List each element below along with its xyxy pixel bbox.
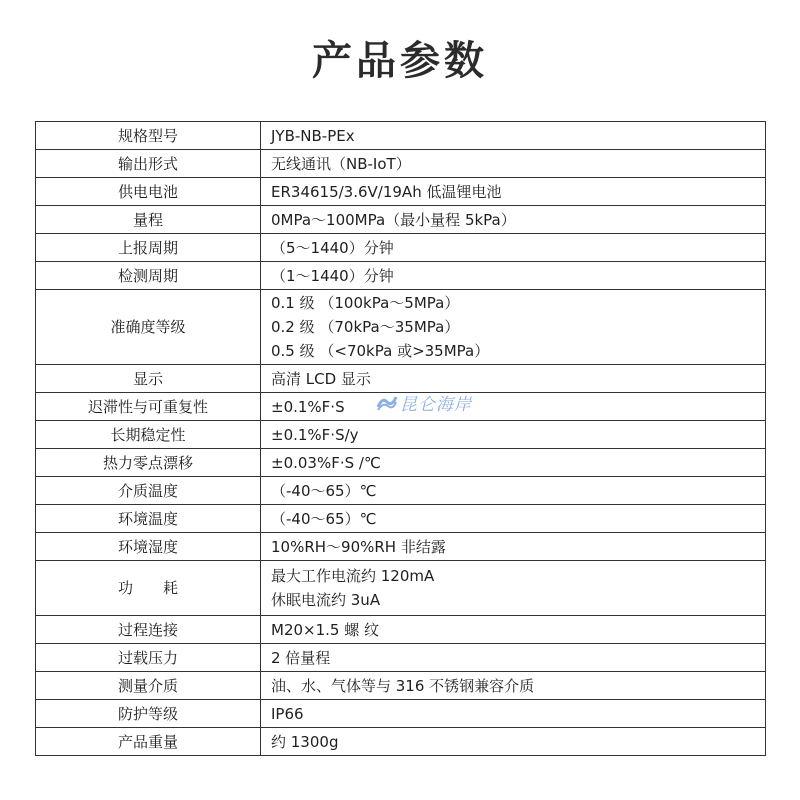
- spec-value-line: ±0.1%F·S: [271, 397, 345, 416]
- spec-label: 上报周期: [36, 234, 261, 262]
- spec-value: [261, 122, 766, 150]
- spec-value-line: 高清 LCD 显示: [271, 369, 371, 388]
- spec-label: 功 耗: [36, 561, 261, 616]
- spec-value-line: （-40～65）℃: [271, 481, 377, 500]
- table-row: [36, 728, 766, 756]
- table-row: [36, 421, 766, 449]
- table-row: [36, 672, 766, 700]
- spec-label: 规格型号: [36, 122, 261, 150]
- spec-value: [261, 150, 766, 178]
- spec-table-body: [36, 122, 766, 756]
- table-row: [36, 700, 766, 728]
- spec-value-line: IP66: [271, 704, 304, 723]
- spec-label: 环境温度: [36, 505, 261, 533]
- spec-label: 迟滞性与可重复性: [36, 393, 261, 421]
- spec-value-line: （1～1440）分钟: [271, 266, 394, 285]
- spec-table: [35, 121, 766, 756]
- table-row: [36, 150, 766, 178]
- spec-value-line: 休眠电流约 3uA: [271, 591, 381, 609]
- spec-value-line: 10%RH～90%RH 非结露: [271, 537, 446, 556]
- spec-value-line: 0.1 级 （100kPa～5MPa）: [271, 294, 460, 312]
- spec-value-line: ±0.03%F·S /℃: [271, 453, 381, 472]
- spec-value: [261, 262, 766, 290]
- spec-value: [261, 644, 766, 672]
- wave-logo-icon: [376, 393, 398, 411]
- spec-label: 准确度等级: [36, 290, 261, 365]
- spec-label: 介质温度: [36, 477, 261, 505]
- spec-label: 检测周期: [36, 262, 261, 290]
- spec-value: [261, 206, 766, 234]
- spec-label: 测量介质: [36, 672, 261, 700]
- spec-value: [261, 672, 766, 700]
- spec-value-line: ±0.1%F·S/y: [271, 425, 359, 444]
- spec-value: [261, 505, 766, 533]
- table-row: [36, 206, 766, 234]
- spec-label: 热力零点漂移: [36, 449, 261, 477]
- table-row: [36, 616, 766, 644]
- spec-label: 显示: [36, 365, 261, 393]
- spec-value-line: （5～1440）分钟: [271, 238, 394, 257]
- spec-value-line: （-40～65）℃: [271, 509, 377, 528]
- spec-value-line: JYB-NB-PEx: [271, 126, 355, 145]
- spec-label: 供电电池: [36, 178, 261, 206]
- page-title: 产品参数: [312, 38, 488, 84]
- spec-value: [261, 178, 766, 206]
- spec-value: [261, 561, 766, 616]
- spec-value-line: 0MPa～100MPa（最小量程 5kPa）: [271, 210, 516, 229]
- spec-label: 过程连接: [36, 616, 261, 644]
- watermark-text: 昆仑海岸: [400, 394, 472, 415]
- table-row: [36, 234, 766, 262]
- spec-value-line: 0.5 级 （<70kPa 或>35MPa）: [271, 342, 490, 360]
- table-row: [36, 449, 766, 477]
- spec-value-line: 2 倍量程: [271, 648, 331, 667]
- table-row: [36, 122, 766, 150]
- spec-value: [261, 290, 766, 365]
- table-row: [36, 533, 766, 561]
- table-row: [36, 290, 766, 365]
- spec-value: [261, 477, 766, 505]
- spec-value: [261, 234, 766, 262]
- spec-value: [261, 393, 766, 421]
- table-row: [36, 561, 766, 616]
- watermark: [376, 392, 472, 415]
- table-row: [36, 505, 766, 533]
- spec-value: [261, 449, 766, 477]
- spec-label: 长期稳定性: [36, 421, 261, 449]
- spec-value-line: 最大工作电流约 120mA: [271, 567, 435, 585]
- spec-value-line: 油、水、气体等与 316 不锈钢兼容介质: [271, 676, 535, 695]
- spec-value: [261, 728, 766, 756]
- table-row: [36, 178, 766, 206]
- spec-label: 输出形式: [36, 150, 261, 178]
- table-row: [36, 644, 766, 672]
- spec-label: 量程: [36, 206, 261, 234]
- spec-value-line: ER34615/3.6V/19Ah 低温锂电池: [271, 182, 502, 201]
- spec-value: [261, 365, 766, 393]
- table-row: [36, 262, 766, 290]
- table-row: [36, 477, 766, 505]
- spec-label: 环境湿度: [36, 533, 261, 561]
- spec-value: [261, 700, 766, 728]
- spec-label: 防护等级: [36, 700, 261, 728]
- spec-value-line: M20×1.5 螺 纹: [271, 620, 379, 639]
- spec-value-line: 0.2 级 （70kPa～35MPa）: [271, 318, 460, 336]
- spec-value: [261, 616, 766, 644]
- spec-label: 过载压力: [36, 644, 261, 672]
- table-row: [36, 365, 766, 393]
- spec-value: [261, 421, 766, 449]
- spec-value: [261, 533, 766, 561]
- spec-value-line: 无线通讯（NB-IoT）: [271, 154, 411, 173]
- spec-value-line: 约 1300g: [271, 732, 339, 751]
- spec-label: 产品重量: [36, 728, 261, 756]
